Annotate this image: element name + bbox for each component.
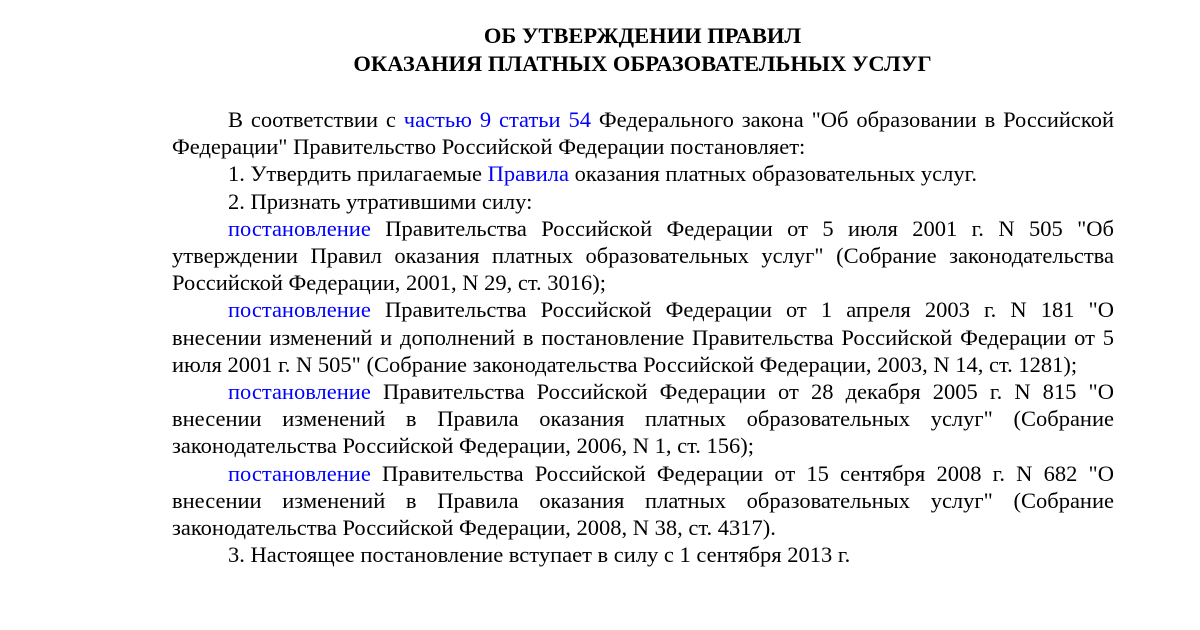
document-body [172,106,1114,568]
resolution-link[interactable]: постановление [228,460,371,486]
resolution-link[interactable]: постановление [228,297,371,323]
repealed-item [172,215,1114,297]
resolution-link[interactable]: постановление [228,215,371,241]
item-1-prefix: 1. Утвердить прилагаемые [228,161,488,187]
intro-paragraph [172,106,1114,160]
repealed-item [172,296,1114,378]
intro-suffix: Федерального закона "Об образовании в Российской Федерации" Правительство Российской Федерации постановляет: [172,107,1114,160]
document-title-line-2: ОКАЗАНИЯ ПЛАТНЫХ ОБРАЗОВАТЕЛЬНЫХ УСЛУГ [353,51,932,76]
repealed-item-text: Правительства Российской Федерации от 1 апреля 2003 г. N 181 "О внесении изменений и дополнений в постановление Правительства Российской Федерации от 5 июля 2001 г. N 505" (Собрание законодательства Российской Федерации, 2003, N 14, ст. 1281); [172,297,1114,377]
repealed-item [172,460,1114,542]
document-title-line-1: ОБ УТВЕРЖДЕНИИ ПРАВИЛ [483,23,802,48]
item-3-paragraph: 3. Настоящее постановление вступает в силу с 1 сентября 2013 г. [228,542,851,568]
repealed-item-text: Правительства Российской Федерации от 15 сентября 2008 г. N 682 "О внесении изменений в Правила оказания платных образовательных услуг" (Собрание законодательства Российской Федерации, 2008, N 38, ст. 4317). [172,460,1114,541]
rules-link[interactable]: Правила [487,161,569,187]
intro-prefix: В соответствии с [228,107,404,132]
repealed-item-text: Правительства Российской Федерации от 5 июля 2001 г. N 505 "Об утверждении Правил оказания платных образовательных услуг" (Собрание законодательства Российской Федерации, 2001, N 29, ст. 3016); [172,215,1114,296]
repealed-item [172,378,1114,460]
law-article-link[interactable]: частью 9 статьи 54 [403,107,591,132]
item-2-paragraph: 2. Признать утратившими силу: [228,188,533,214]
resolution-link[interactable]: постановление [228,379,371,405]
item-1-suffix: оказания платных образовательных услуг. [569,161,977,187]
repealed-item-text: Правительства Российской Федерации от 28 декабря 2005 г. N 815 "О внесении изменений в Правила оказания платных образовательных услуг" (Собрание законодательства Российской Федерации, 2006, N 1, ст. 156); [172,379,1114,459]
item-1-paragraph [172,160,1114,187]
